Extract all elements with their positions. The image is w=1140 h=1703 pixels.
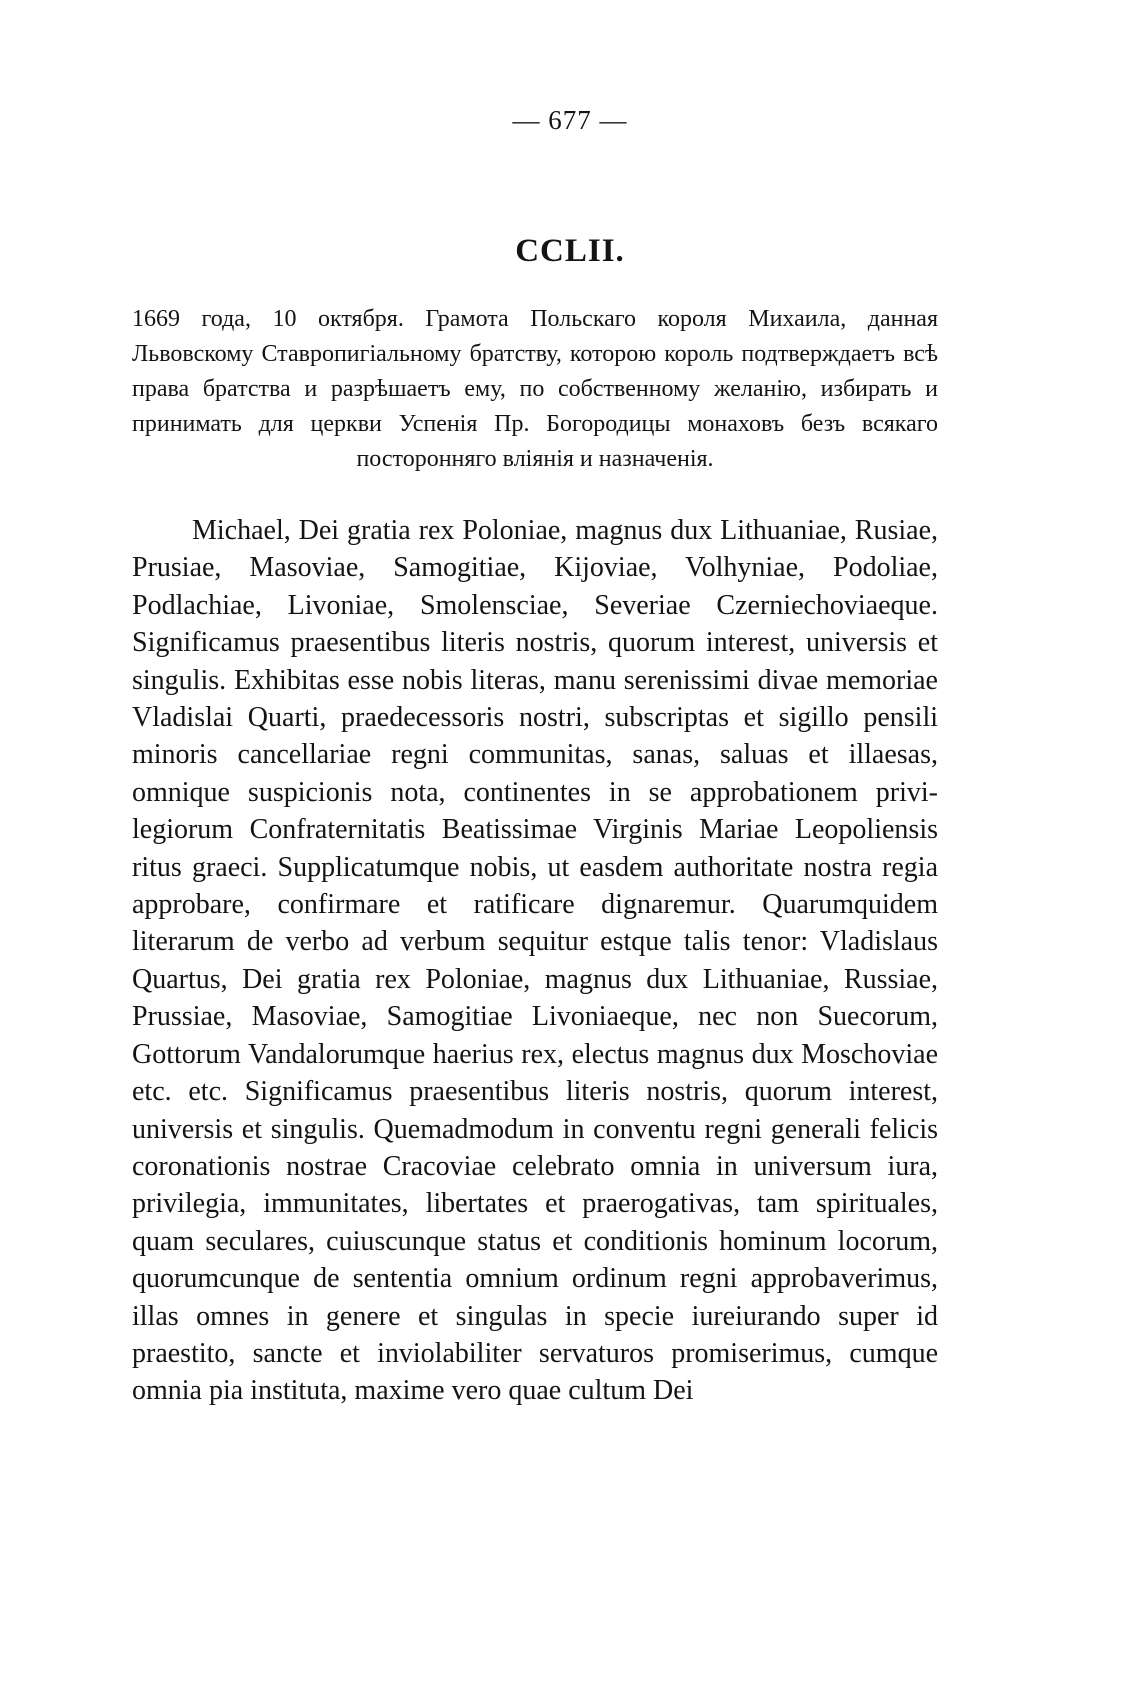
latin-body-text: Michael, Dei gratia rex Poloniae, magnus dux Lithuaniae, Rusiae, Prusiae, Masoviae, Samogitiae, Kijoviae, Volhyniae, Podoliae, Podlachiae, Livoniae, Smolensciae, Severiae Czerniechoviaeque. Significamus praesentibus literis nostris, quorum interest, universis et singulis. Exhibitas esse nobis literas, manu serenissimi divae memoriae Vladislai Quarti, praedecessoris nostri, subscriptas et sigillo pensili minoris cancellariae regni communitas, sanas, saluas et illaesas, omnique suspicionis nota, continentes in se approbationem privilegiorum Confraternitatis Beatissimae Virginis Mariae Leopoliensis ritus graeci. Supplicatumque nobis, ut easdem authoritate nostra regia approbare, confirmare et ratificare dignaremur. Quarumquidem literarum de verbo ad verbum sequitur estque talis tenor: Vladislaus Quartus, Dei gratia rex Poloniae, magnus dux Lithuaniae, Russiae, Prussiae, Masoviae, Samogitiae Livoniaeque, nec non Suecorum, Gottorum Vandalorumque haerius rex, electus magnus dux Moschoviae etc. etc. Significamus praesentibus literis nostris, quorum interest, universis et singulis. Quemadmodum in conventu regni generali felicis coronationis nostrae Cracoviae celebrato omnia in universum iura, privilegia, immunitates, libertates et praerogativas, tam spirituales, quam seculares, cuiuscunque status et conditionis hominum locorum, quorumcunque de sententia omnium ordinum regni approbaverimus, illas omnes in genere et singulas in specie iureiurando super id praestito, sancte et inviolabiliter servaturos promiserimus, cumque omnia pia instituta, maxime vero quae cultum Dei [132, 515, 938, 1407]
page-number: — 677 — [512, 105, 628, 135]
document-number-heading: CCLII. [515, 233, 625, 269]
document-summary: 1669 года, 10 октября. Грамота Польскаго короля Михаила, данная Львовскому Ставропигіальному братству, которою король подтверждаетъ всѣ права братства и разрѣшаетъ ему, по собственному желанію, избирать и принимать для церкви Успенія Пр. Богородицы монаховъ безъ всякаго посторонняго вліянія и назначенія. [132, 306, 938, 472]
